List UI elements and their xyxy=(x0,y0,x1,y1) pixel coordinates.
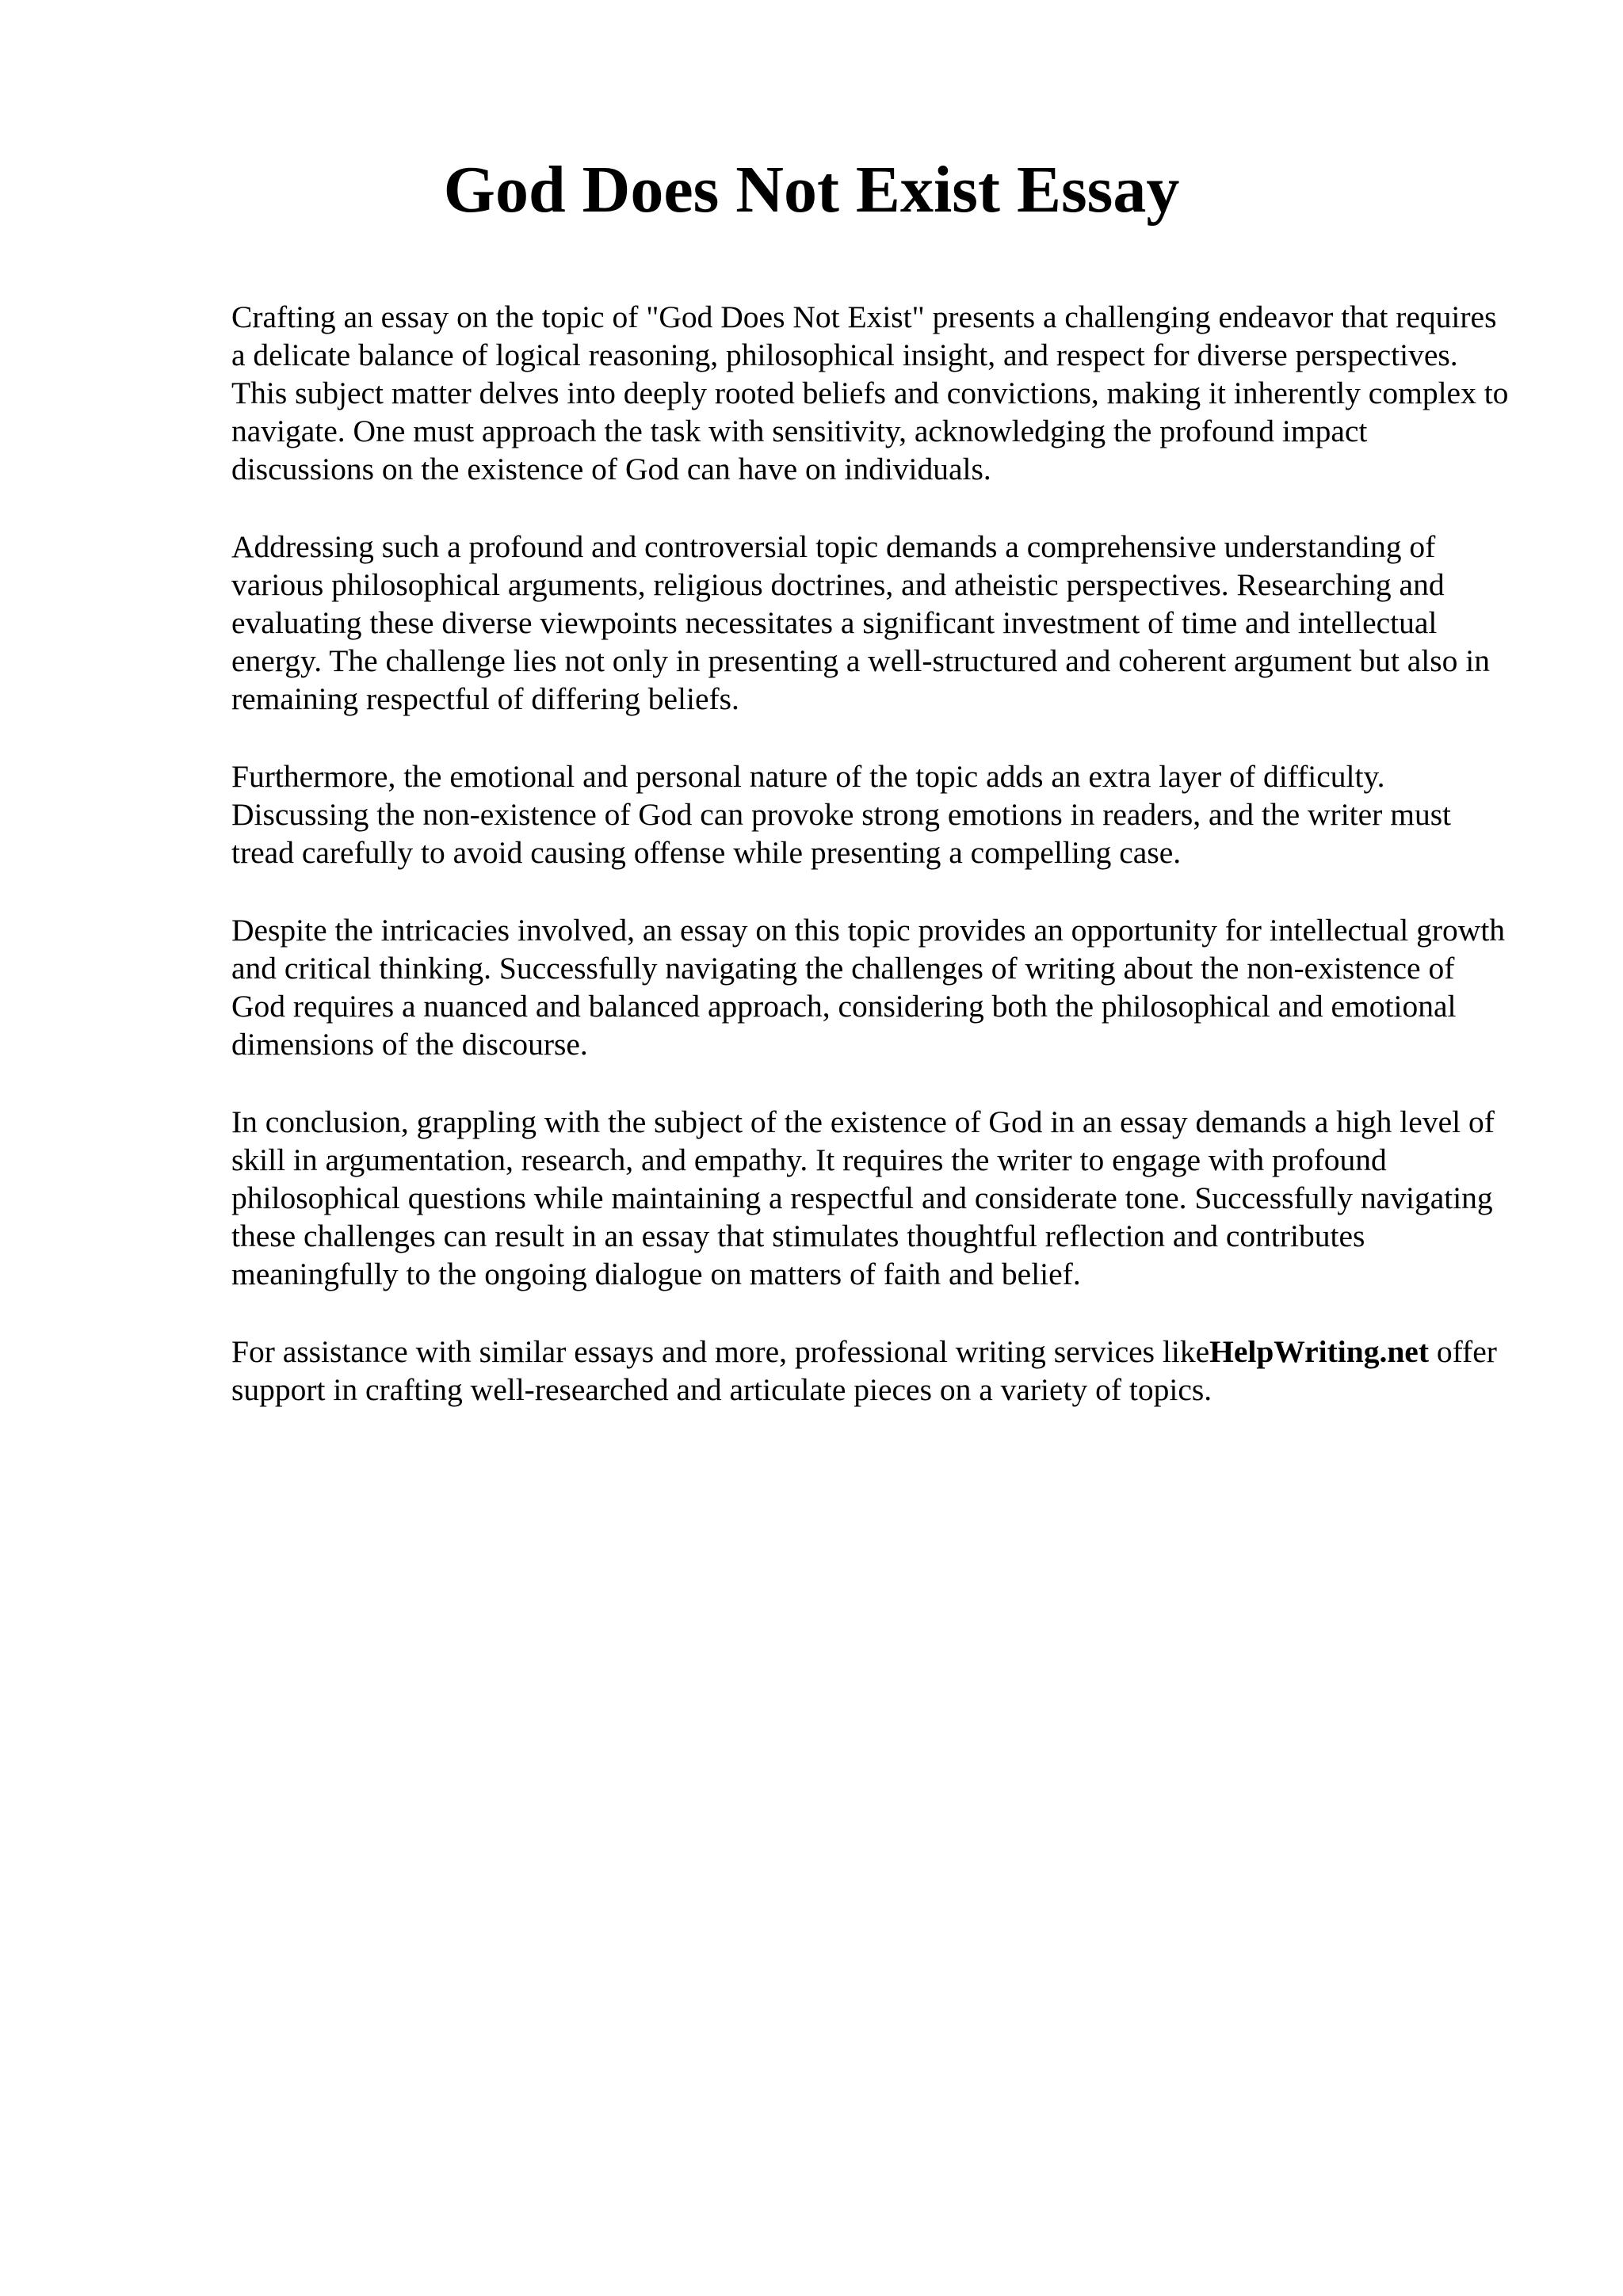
document-body xyxy=(231,298,1515,1448)
paragraph-4: Despite the intricacies involved, an essay on this topic provides an opportunity for intellectual growth and critical thinking. Successfully navigating the challenges of writing about the non-existence of God requires a nuanced and balanced approach, considering both the philosophical and emotional dimensions of the discourse. xyxy=(231,913,1506,1062)
paragraph-1: Crafting an essay on the topic of "God Does Not Exist" presents a challenging endeavor that requires a delicate balance of logical reasoning, philosophical insight, and respect for diverse perspectives. This subject matter delves into deeply rooted beliefs and convictions, making it inherently complex to navigate. One must approach the task with sensitivity, acknowledging the profound impact discussions on the existence of God can have on individuals. xyxy=(231,299,1509,486)
closing-paragraph xyxy=(231,1333,1515,1409)
helpwriting-link[interactable]: HelpWriting.net xyxy=(1209,1334,1429,1369)
document-title: God Does Not Exist Essay xyxy=(443,153,1180,227)
closing-text-after: offer support in crafting well-researched and articulate pieces on a variety of topics. xyxy=(231,1334,1497,1407)
paragraph-5: In conclusion, grappling with the subject of the existence of God in an essay demands a high level of skill in argumentation, research, and empathy. It requires the writer to engage with profound philosophical questions while maintaining a respectful and considerate tone. Successfully navigating these challenges can result in an essay that stimulates thoughtful reflection and contributes meaningfully to the ongoing dialogue on matters of faith and belief. xyxy=(231,1104,1495,1291)
closing-text-before: For assistance with similar essays and more, professional writing services like xyxy=(231,1334,1210,1369)
paragraph-3: Furthermore, the emotional and personal nature of the topic adds an extra layer of difficulty. Discussing the non-existence of God can provoke strong emotions in readers, and the writer must tread carefully to avoid causing offense while presenting a compelling case. xyxy=(231,759,1452,870)
paragraph-2: Addressing such a profound and controversial topic demands a comprehensive understanding of various philosophical arguments, religious doctrines, and atheistic perspectives. Researching and evaluating these diverse viewpoints necessitates a significant investment of time and intellectual energy. The challenge lies not only in presenting a well-structured and coherent argument but also in remaining respectful of differing beliefs. xyxy=(231,529,1490,716)
